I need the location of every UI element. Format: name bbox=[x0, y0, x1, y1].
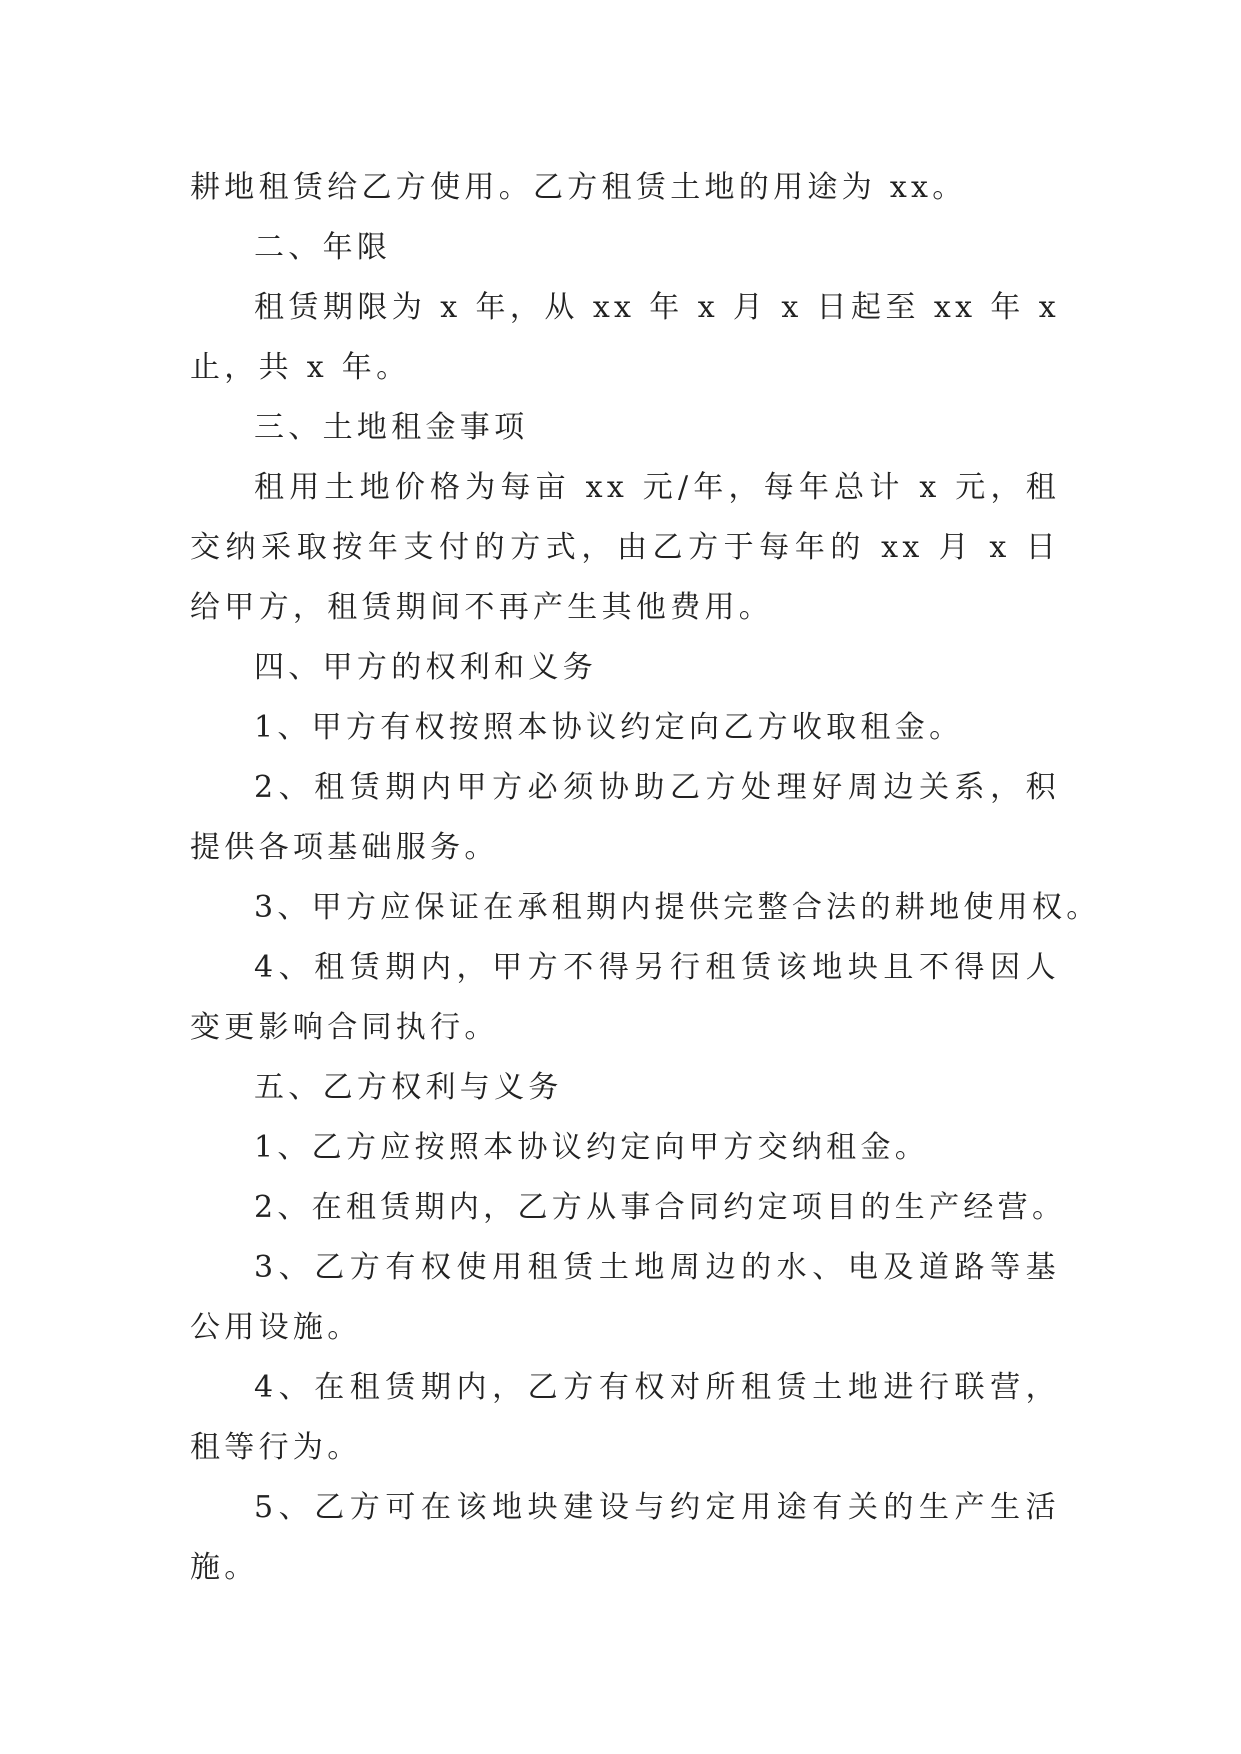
text-line: 租等行为。 bbox=[190, 1430, 362, 1465]
text-line: 3、乙方有权使用租赁土地周边的水、电及道路等基 bbox=[254, 1250, 1060, 1285]
document-body bbox=[190, 158, 1101, 1598]
text-line: 2、在租赁期内，乙方从事合同约定项目的生产经营。 bbox=[254, 1190, 1067, 1225]
text-line: 施。 bbox=[190, 1550, 259, 1585]
text-line: 1、甲方有权按照本协议约定向乙方收取租金。 bbox=[254, 710, 964, 745]
text-line: 4、租赁期内，甲方不得另行租赁该地块且不得因人 bbox=[254, 950, 1060, 985]
text-line: 租用土地价格为每亩 xx 元/年，每年总计 x 元，租 bbox=[254, 470, 1060, 505]
text-line: 耕地租赁给乙方使用。乙方租赁土地的用途为 xx。 bbox=[190, 170, 967, 205]
text-line: 租赁期限为 x 年，从 xx 年 x 月 x 日起至 xx 年 x bbox=[254, 290, 1060, 325]
text-line: 5、乙方可在该地块建设与约定用途有关的生产生活 bbox=[254, 1490, 1060, 1525]
section-heading: 四、甲方的权利和义务 bbox=[254, 650, 597, 685]
section-heading: 三、土地租金事项 bbox=[254, 410, 529, 445]
text-line: 3、甲方应保证在承租期内提供完整合法的耕地使用权。 bbox=[254, 890, 1101, 925]
section-heading: 五、乙方权利与义务 bbox=[254, 1070, 563, 1105]
text-line: 变更影响合同执行。 bbox=[190, 1010, 499, 1045]
text-line: 止，共 x 年。 bbox=[190, 350, 411, 385]
text-line: 交纳采取按年支付的方式，由乙方于每年的 xx 月 x 日 bbox=[190, 530, 1060, 565]
text-line: 公用设施。 bbox=[190, 1310, 362, 1345]
section-heading: 二、年限 bbox=[254, 230, 392, 265]
text-line: 给甲方，租赁期间不再产生其他费用。 bbox=[190, 590, 774, 625]
text-line: 2、租赁期内甲方必须协助乙方处理好周边关系，积 bbox=[254, 770, 1060, 805]
text-line: 1、乙方应按照本协议约定向甲方交纳租金。 bbox=[254, 1130, 930, 1165]
text-line: 提供各项基础服务。 bbox=[190, 830, 499, 865]
text-line: 4、在租赁期内，乙方有权对所租赁土地进行联营， bbox=[254, 1370, 1060, 1405]
